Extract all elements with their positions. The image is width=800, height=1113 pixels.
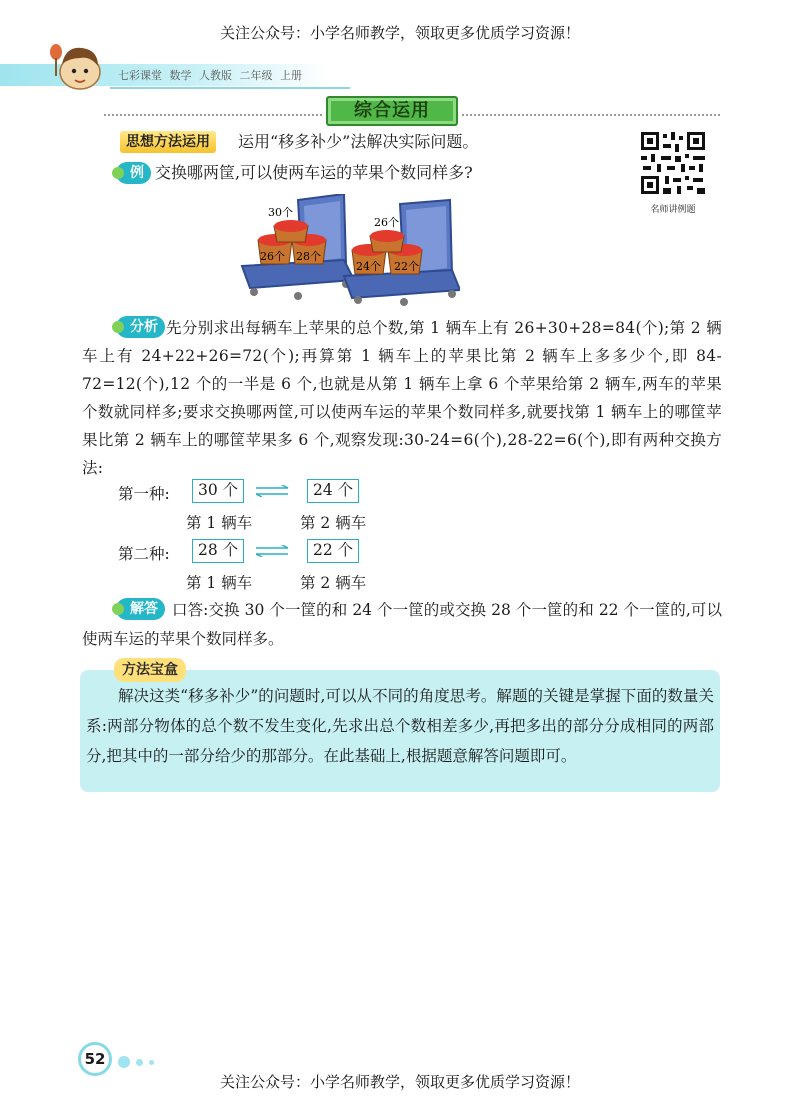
method-tag: 思想方法运用	[120, 131, 216, 153]
method-2-right-car: 第 2 辆车	[300, 574, 367, 592]
mascot-icon	[44, 40, 108, 92]
exchange-arrows-icon	[254, 545, 290, 557]
method-2-left-car: 第 1 辆车	[186, 574, 253, 592]
dotted-divider-right	[462, 114, 720, 116]
page-number: 52	[78, 1042, 112, 1076]
answer-tag: 解答	[116, 598, 165, 620]
apple-carts-figure	[240, 194, 460, 306]
analysis-text: 先分别求出每辆车上苹果的总个数,第 1 辆车上有 26+30+28=84(个);第 2 辆车上有 24+22+26=72(个);再算第 1 辆车上的苹果比第 2 辆车上多多少个,即 84-72=12(个),12 个的一半是 6 个,也就是从第 1 辆车上拿 6 个苹果给第 2 辆车,两车的苹果个数就同样多;要求交换哪两筐,可以使两车运的苹果个数同样多,就要找第 1 辆车上的哪筐苹果比第 2 辆车上的哪筐苹果多 6 个,观察发现:30-24=6(个),28-22=6(个),即有两种交换方法:	[82, 319, 722, 477]
method-2-left-box: 28 个	[192, 539, 244, 563]
decor-dot	[149, 1060, 154, 1065]
cart-2	[344, 200, 460, 306]
section-title: 综合运用	[326, 96, 458, 126]
decor-dot	[136, 1059, 143, 1066]
analysis-tag: 分析	[116, 316, 165, 338]
bottom-watermark: 关注公众号：小学名师教学，领取更多优质学习资源！	[219, 1073, 580, 1091]
method-box-text: 解决这类“移多补少”的问题时,可以从不同的角度思考。解题的关键是掌握下面的数量关系:两部分物体的总个数不发生变化,先求出总个数相差多少,再把多出的部分分成相同的两部分,把其中的一部分给少的那部分。在此基础上,根据题意解答问题即可。	[86, 687, 714, 765]
cart2-left-label: 24个	[356, 260, 381, 273]
method-1-label: 第一种:	[118, 485, 170, 503]
cart1-top-label: 30个	[268, 206, 293, 219]
exchange-arrows-icon	[254, 485, 290, 497]
cart2-top-label: 26个	[374, 216, 399, 229]
example-question: 交换哪两筐,可以使两车运的苹果个数同样多?	[155, 163, 473, 182]
method-1-right-car: 第 2 辆车	[300, 514, 367, 532]
qr-code-icon[interactable]	[639, 130, 707, 196]
method-2-label: 第二种:	[118, 545, 170, 563]
header-underline	[110, 87, 350, 89]
cart2-right-label: 22个	[394, 260, 419, 273]
dotted-divider-left	[104, 114, 322, 116]
cart1-right-label: 28个	[296, 250, 321, 263]
method-text: 运用“移多补少”法解决实际问题。	[238, 132, 479, 151]
cart-1	[242, 194, 354, 300]
top-watermark: 关注公众号：小学名师教学，领取更多优质学习资源！	[219, 24, 580, 42]
cart1-left-label: 26个	[260, 250, 285, 263]
example-tag: 例	[116, 162, 151, 184]
method-1-left-box: 30 个	[192, 479, 244, 503]
header-series: 七彩课堂 数学 人教版 二年级 上册	[118, 69, 302, 82]
basket	[274, 220, 308, 242]
answer-text: 口答:交换 30 个一筐的和 24 个一筐的或交换 28 个一筐的和 22 个一筐的,可以使两车运的苹果个数同样多。	[82, 601, 722, 648]
basket	[370, 230, 404, 252]
qr-caption: 名师讲例题	[650, 205, 696, 215]
decor-dot	[118, 1056, 130, 1068]
method-1-right-box: 24 个	[307, 479, 359, 503]
method-2-right-box: 22 个	[307, 539, 359, 563]
method-1-left-car: 第 1 辆车	[186, 514, 253, 532]
method-box-title: 方法宝盒	[114, 658, 186, 682]
